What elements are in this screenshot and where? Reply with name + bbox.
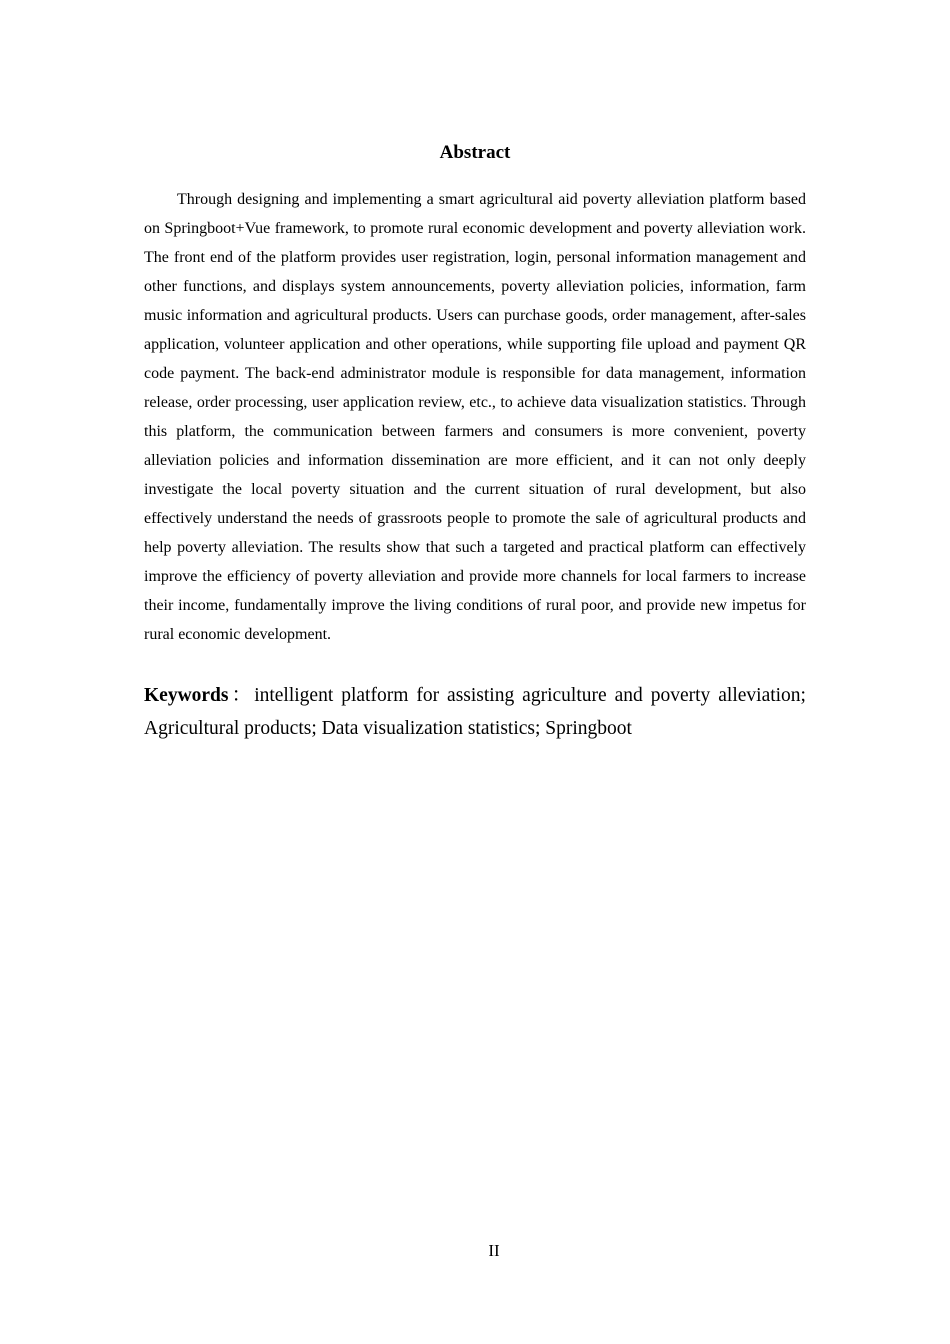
keywords-separator: ：	[228, 685, 255, 706]
abstract-body: Through designing and implementing a smart agricultural aid poverty alleviation platform based on Springboot+Vue framework, to promote rural economic development and poverty alleviation work. The front end of the platform provides user registration, login, personal information management and other functions, and displays system announcements, poverty alleviation policies, information, farm music information and agricultural products. Users can purchase goods, order management, after-sales application, volunteer application and other operations, while supporting file upload and payment QR code payment. The back-end administrator module is responsible for data management, information release, order processing, user application review, etc., to achieve data visualization statistics. Through this platform, the communication between farmers and consumers is more convenient, poverty alleviation policies and information dissemination are more efficient, and it can not only deeply investigate the local poverty situation and the current situation of rural development, but also effectively understand the needs of grassroots people to promote the sale of agricultural products and help poverty alleviation. The results show that such a targeted and practical platform can effectively improve the efficiency of poverty alleviation and provide more channels for local farmers to increase their income, fundamentally improve the living conditions of rural poor, and provide new impetus for rural economic development.	[144, 191, 806, 643]
keywords-text: intelligent platform for assisting agriculture and poverty alleviation; Agricultural products; Data visualization statistics; Springboot	[144, 685, 806, 739]
keywords-paragraph	[144, 679, 806, 745]
page-number: II	[488, 1241, 500, 1260]
keywords-label: Keywords	[144, 685, 229, 706]
abstract-title: Abstract	[439, 142, 511, 163]
